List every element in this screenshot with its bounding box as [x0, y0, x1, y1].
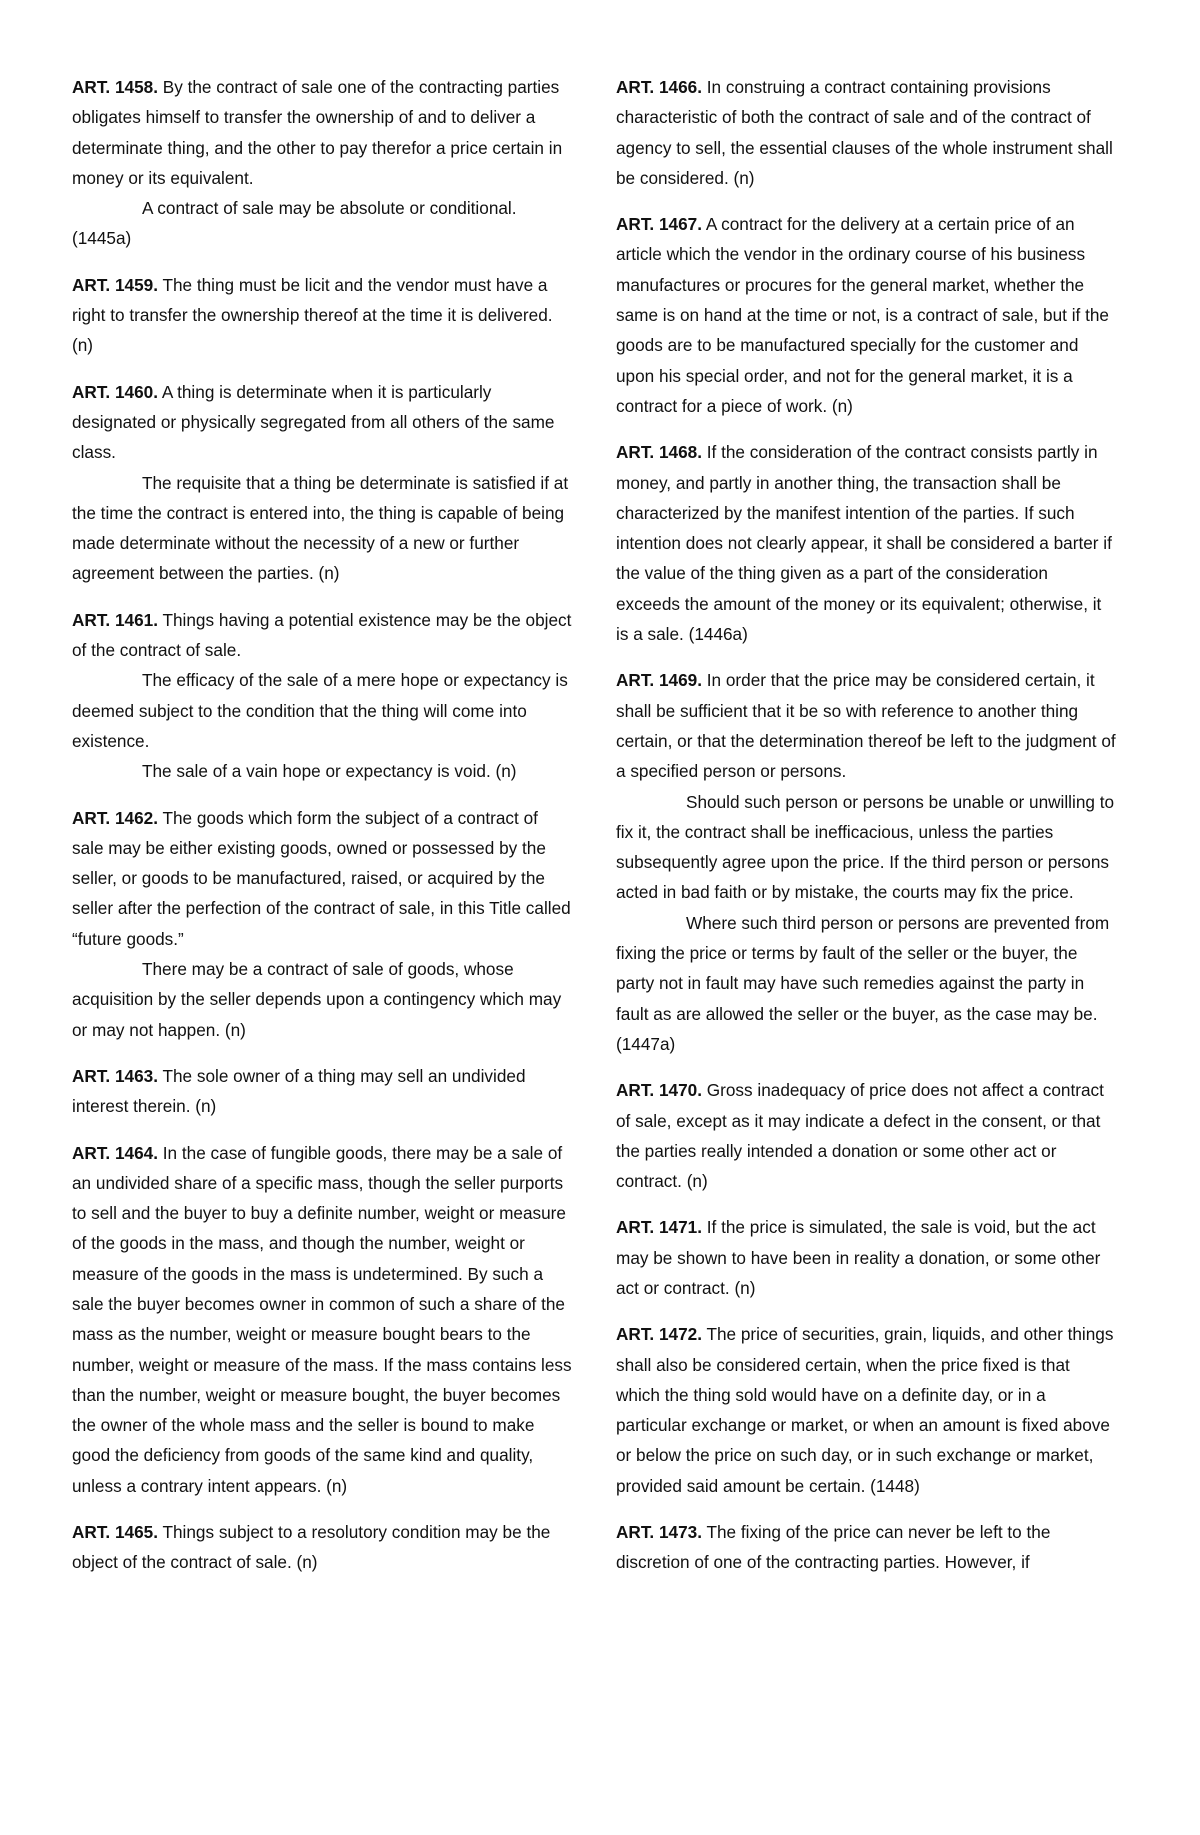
- article: [72, 377, 572, 589]
- article-number: ART. 1462.: [72, 807, 158, 828]
- article: [72, 1517, 572, 1578]
- article-number: ART. 1473.: [616, 1522, 702, 1543]
- article: [616, 665, 1116, 1059]
- article-paragraph: [616, 787, 1116, 908]
- article: [616, 1319, 1116, 1501]
- paragraph-text: In order that the price may be considered certain, it shall be sufficient that it be so with reference to another thing certain, or that the determination thereof be left to the judgment of a specified person or persons.: [616, 670, 1116, 782]
- article-number: ART. 1469.: [616, 670, 702, 691]
- article-number: ART. 1463.: [72, 1065, 158, 1086]
- article: [616, 209, 1116, 421]
- article: [72, 605, 572, 787]
- article-body: [616, 1517, 1116, 1578]
- article-body: [72, 605, 572, 666]
- article-number: ART. 1459.: [72, 274, 158, 295]
- article: [72, 803, 572, 1045]
- paragraph-text: Gross inadequacy of price does not affect a contract of sale, except as it may indicate a defect in the consent, or that the parties really intended a donation or some other act or contract. (n): [616, 1080, 1104, 1192]
- article-body: [72, 1061, 572, 1122]
- left-column: [72, 72, 572, 1594]
- article-number: ART. 1458.: [72, 77, 158, 97]
- article-number: ART. 1471.: [616, 1217, 702, 1238]
- paragraph-text: In construing a contract containing provisions characteristic of both the contract of sale and of the contract of agency to sell, the essential clauses of the whole instrument shall be considered. (n): [616, 77, 1113, 188]
- article-paragraph: [72, 468, 572, 589]
- paragraph-text: The efficacy of the sale of a mere hope or expectancy is deemed subject to the condition that the thing will come into existence.: [72, 670, 568, 751]
- article-body: [616, 1319, 1116, 1501]
- paragraph-text: A thing is determinate when it is particularly designated or physically segregated from all others of the same class.: [72, 381, 555, 463]
- paragraph-text: By the contract of sale one of the contracting parties obligates himself to transfer the ownership of and to deliver a determinate thing, and the other to pay therefor a price certain in money or its equivalent.: [72, 77, 563, 188]
- article-body: [72, 72, 572, 193]
- article-body: [72, 270, 572, 361]
- article-number: ART. 1465.: [72, 1522, 158, 1543]
- article: [616, 1075, 1116, 1196]
- paragraph-text: The thing must be licit and the vendor must have a right to transfer the ownership thereof at the time it is delivered. (n): [72, 274, 553, 356]
- article: [72, 270, 572, 361]
- paragraph-text: There may be a contract of sale of goods, whose acquisition by the seller depends upon a contingency which may or may not happen. (n): [72, 959, 562, 1040]
- article-body: [616, 209, 1116, 421]
- article-body: [616, 1212, 1116, 1303]
- paragraph-text: The fixing of the price can never be left to the discretion of one of the contracting parties. However, if: [616, 1522, 1051, 1573]
- paragraph-text: If the consideration of the contract consists partly in money, and partly in another thing, the transaction shall be characterized by the manifest intention of the parties. If such intention does not clearly appear, it shall be considered a barter if the value of the thing given as a part of the consideration exceeds the amount of the money or its equivalent; otherwise, it is a sale. (1446a): [616, 442, 1112, 645]
- article-number: ART. 1464.: [72, 1142, 158, 1163]
- article: [72, 1061, 572, 1122]
- article: [72, 72, 572, 254]
- article-body: [72, 1517, 572, 1578]
- paragraph-text: If the price is simulated, the sale is void, but the act may be shown to have been in reality a donation, or some other act or contract. (n): [616, 1217, 1101, 1298]
- article-body: [616, 72, 1116, 193]
- paragraph-text: The price of securities, grain, liquids, and other things shall also be considered certain, when the price fixed is that which the thing sold would have on a definite day, or in a particular exchange or market, or when an amount is fixed above or below the price on such day, or in such exchange or market, provided said amount be certain. (1448): [616, 1324, 1114, 1496]
- article-number: ART. 1467.: [616, 214, 702, 235]
- article-number: ART. 1460.: [72, 381, 158, 402]
- article-paragraph: [72, 954, 572, 1045]
- paragraph-text: Should such person or persons be unable or unwilling to fix it, the contract shall be inefficacious, unless the parties subsequently agree upon the price. If the third person or persons acted in bad faith or by mistake, the courts may fix the price.: [616, 791, 1115, 903]
- article: [616, 437, 1116, 649]
- article-body: [72, 803, 572, 954]
- article-body: [616, 665, 1116, 786]
- paragraph-text: Things subject to a resolutory condition may be the object of the contract of sale. (n): [72, 1522, 551, 1573]
- paragraph-text: In the case of fungible goods, there may be a sale of an undivided share of a specific mass, though the seller purports to sell and the buyer to buy a definite number, weight or measure of the goods in the mass, and though the number, weight or measure of the goods in the mass is undetermined. By such a sale the buyer becomes owner in common of such a share of the mass as the number, weight or measure bought bears to the number, weight or measure of the mass. If the mass contains less than the number, weight or measure bought, the buyer becomes the owner of the whole mass and the seller is bound to make good the deficiency from goods of the same kind and quality, unless a contrary intent appears. (n): [72, 1142, 572, 1496]
- paragraph-text: The requisite that a thing be determinate is satisfied if at the time the contract is entered into, the thing is capable of being made determinate without the necessity of a new or further agreement between the parties. (n): [72, 472, 569, 584]
- article-paragraph: [72, 193, 572, 254]
- right-column: [616, 72, 1116, 1594]
- paragraph-text: Things having a potential existence may be the object of the contract of sale.: [72, 609, 572, 661]
- article-body: [72, 1138, 572, 1502]
- article-body: [72, 377, 572, 468]
- article-paragraph: [616, 908, 1116, 1059]
- paragraph-text: The goods which form the subject of a contract of sale may be either existing goods, owned or possessed by the seller, or goods to be manufactured, raised, or acquired by the seller after the perfection of the contract of sale, in this Title called “future goods.”: [72, 807, 571, 949]
- article: [616, 72, 1116, 193]
- article-number: ART. 1470.: [616, 1080, 702, 1101]
- article-number: ART. 1468.: [616, 442, 702, 463]
- article-number: ART. 1461.: [72, 609, 158, 630]
- article-paragraph: [72, 756, 572, 786]
- article-number: ART. 1466.: [616, 77, 702, 97]
- article: [616, 1212, 1116, 1303]
- article-number: ART. 1472.: [616, 1324, 702, 1345]
- article-paragraph: [72, 665, 572, 756]
- paragraph-text: A contract of sale may be absolute or conditional. (1445a): [72, 198, 517, 249]
- article-body: [616, 437, 1116, 649]
- article-body: [616, 1075, 1116, 1196]
- paragraph-text: The sale of a vain hope or expectancy is void. (n): [142, 761, 517, 782]
- paragraph-text: The sole owner of a thing may sell an undivided interest therein. (n): [72, 1065, 526, 1117]
- article: [616, 1517, 1116, 1578]
- paragraph-text: Where such third person or persons are prevented from fixing the price or terms by fault of the seller or the buyer, the party not in fault may have such remedies against the party in fault as are allowed the seller or the buyer, as the case may be. (1447a): [616, 912, 1110, 1054]
- article: [72, 1138, 572, 1502]
- paragraph-text: A contract for the delivery at a certain price of an article which the vendor in the ordinary course of his business manufactures or procures for the general market, whether the same is on hand at the time or not, is a contract of sale, but if the goods are to be manufactured specially for the customer and upon his special order, and not for the general market, it is a contract for a piece of work. (n): [616, 214, 1109, 416]
